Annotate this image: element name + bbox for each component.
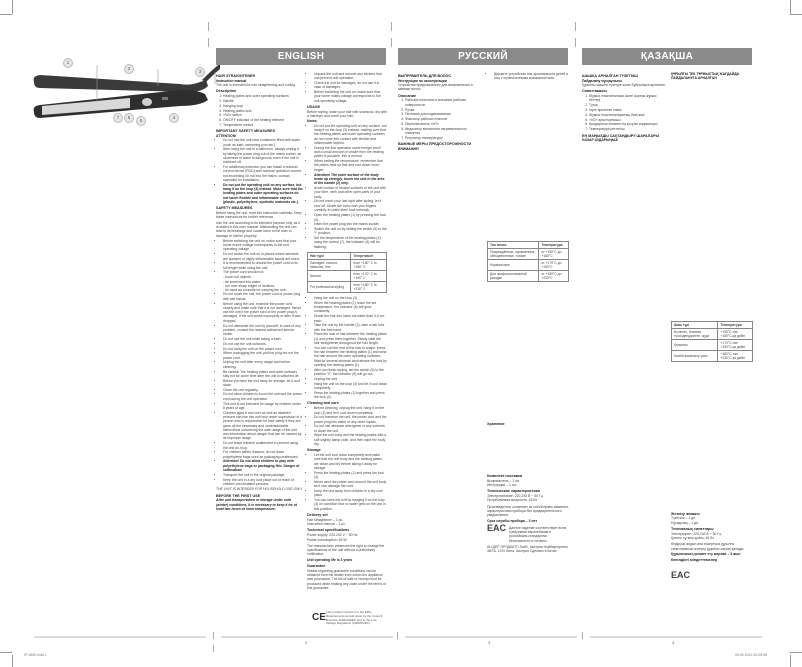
table-header: Hair type — [308, 253, 351, 260]
manufacturer-note: The manufacturer preserves the right to change the specifications of the unit without a preliminary notification. — [307, 543, 385, 557]
safety-item: • Before using the unit, examine the power cord closely and make sure that it is not damaged. Never use the unit if the power cord or the power plug is damaged, if the unit works improperly or after it was dropped. — [223, 302, 303, 323]
description-item: 1. Жұмыс пластиналары және сыртқы жұмыс беттері — [589, 94, 666, 103]
kazakh-column-1 — [582, 72, 666, 143]
crop-mark — [790, 14, 802, 15]
tech-heading: Технические характеристики — [487, 489, 540, 494]
usage-steps-2 — [307, 296, 387, 399]
operating-life: Unit operating life is 3 years — [307, 557, 353, 562]
notes-heading: Notes: — [307, 119, 318, 124]
safety-item: • Before you take the unit away for storage, let it cool down. — [223, 379, 303, 388]
description-item: 1. Рабочие пластины и внешние рабочие поверхности — [405, 98, 482, 107]
intro-text: The unit is intended for hair straightening and curling. — [216, 83, 296, 88]
table-cell: Normal — [308, 271, 351, 282]
safety-item: • It is recommended to unwind the power cord to its full length while using the unit. — [223, 261, 303, 270]
tech-heading: Technical specifications — [307, 528, 350, 533]
page-divider — [405, 636, 577, 638]
safety-item: • Before switching the unit on, make sure that your home mains voltage corresponds to the unit operating voltage. — [223, 239, 303, 252]
table-cell: from +150° C to +180° C — [351, 260, 387, 271]
table-row — [308, 282, 387, 293]
description-item: 3. Ілуге арналған ілмек — [589, 108, 666, 112]
russian-column-1 — [398, 72, 482, 151]
russian-top-list — [487, 72, 569, 81]
hair-temperature-table — [487, 241, 569, 282]
description-heading: Description — [216, 89, 237, 94]
usage-step: • Hang the unit on the loop (3) and let it cool down completely. — [314, 382, 387, 391]
usage-step: • Hang the unit on the loop (3). — [314, 296, 387, 300]
fold-mark — [213, 645, 214, 652]
manufacturer-note: Өндіруші алдын ала ескертусіз құрылғы сипаттамасын өзгерту құқығын сақтап қалады. — [671, 542, 745, 551]
fold-mark — [391, 22, 392, 31]
tech-item: Электрқорегі: 220-240 В ~ 50 Гц — [671, 531, 722, 536]
important-item: • For additional protection you can install a residual current device (RCD) with nominal operation current not exceeding 30 mA into the mains; contact specialist for installation. — [223, 165, 303, 182]
safety-item: • Clean the unit regularly. — [223, 388, 303, 392]
important-heading: ВАЖНЫЕ МЕРЫ ПРЕДОСТОРОЖНОСТИ — [398, 142, 472, 147]
note-item: • Attention! The outer surface of the body heats up strongly, touch the unit in the area of the handle (2) only. — [314, 173, 387, 186]
product-title: ШАШҚА АРНАЛҒАН ТҮЗЕТКІШ — [582, 74, 638, 78]
table-cell: Нормальные — [488, 259, 539, 270]
table-cell: For professional styling — [308, 282, 351, 293]
callout-6: 6 — [124, 113, 134, 123]
usage-step: • Place the lock of hair between the heating plates (1) and press them together. Slowly slide the hair straightener throughout the hair length. — [314, 332, 387, 345]
description-item: 5. «I/O» switch — [223, 113, 303, 117]
cleaning-item: • Do not use abrasive detergents or any solvents to clean the unit. — [314, 424, 387, 433]
safety-item: • Do not switch the unit on in places where aerosols are sprayed or highly inflammable liquids are used. — [223, 252, 303, 261]
safety-item: • Do not use the unit while taking a bath. — [223, 337, 303, 341]
table-cell: +150°С-тан +180°С-қа дейін — [718, 328, 753, 339]
russian-section-banner: РУССКИЙ — [398, 48, 568, 65]
eac-text: Данное изделие соответствует всем требуемым европейским и российским стандартам безопасности и гигиены. — [509, 525, 567, 543]
crop-mark — [0, 652, 12, 653]
table-cell: от +180°С до +230°С — [539, 270, 569, 281]
safety-item: • For children safety reasons, do not leave polyethylene bags used as packaging unattended. — [223, 450, 303, 459]
attention-label: НАЗАР АУДАРЫҢЫЗ! — [582, 138, 619, 143]
description-item: 3. Hanging loop — [223, 104, 303, 108]
file-id-right: 05.09.2014 10:09:55 — [735, 653, 768, 657]
delivery-item: Нұсқаулық – 1 дн. — [671, 520, 700, 525]
preparation-item: • Before switching the unit on, make sure that your home mains voltage corresponds to the unit operating voltage. — [314, 90, 387, 103]
fold-mark — [397, 632, 398, 639]
file-id-left: IP-2600.indd 1 — [24, 653, 47, 657]
table-row — [488, 259, 569, 270]
page-divider — [34, 636, 206, 638]
safety-item: • Do not allow children to touch the unit and the power cord during the unit operation. — [223, 392, 303, 401]
table-header: Температура — [539, 241, 569, 248]
crop-mark — [790, 0, 791, 14]
storage-heading: Хранение — [487, 421, 505, 426]
eac-block — [487, 522, 569, 543]
household-note: ҚҰРЫЛҒЫ ТЕК ТҰРМЫСТЫҚ ЖАҒДАЙДА ПАЙДАЛАНУҒА АРНАЛҒАН — [671, 72, 740, 81]
table-header: Тип волос — [488, 241, 539, 248]
storage-item: • Never wind the power cord around the unit body as it can damage the cord. — [314, 480, 387, 489]
safety-subitem: - be used as a handle for carrying the unit. — [223, 288, 287, 293]
description-item: 4. Фиксатор рабочих пластин — [405, 117, 482, 121]
description-item: 6. Қыздырғыш элементтің қосулы индикаторы — [589, 122, 666, 126]
storage-item: • Keep the unit away from children in a dry cool place. — [314, 489, 387, 498]
preparation-list — [307, 72, 387, 103]
note-item: • Do not comb your hair right after styling, let it cool off. Divide the locks with your fingers carefully to make them look naturally. — [314, 199, 387, 212]
callout-7: 7 — [113, 113, 123, 123]
tech-item: Power supply: 220-240 V ~ 50 Hz — [307, 533, 358, 538]
note-item: • During the first operation some foreign smell and a small amount of smoke from the heating plates is possible, this is normal. — [314, 146, 387, 159]
table-row — [672, 339, 753, 350]
notes-list — [307, 124, 387, 212]
table-cell: от +150°С до +180°С — [539, 248, 569, 259]
table-cell: Бүлінген, боялған, түссіздендірілген, жұқа — [672, 328, 718, 339]
usage-step: • Divide the hair into locks not wider than 4-5 cm each. — [314, 314, 387, 323]
description-item: 3. Петелька для подвешивания — [405, 112, 482, 116]
manufacturer-note: Производитель оставляет за собой право изменять характеристики прибора без предварительного уведомления. — [487, 504, 569, 518]
usage-step: • Press the heating plates (1) together and press the lock (4). — [314, 391, 387, 400]
attention-label: ATTENTION! — [216, 134, 237, 139]
crop-mark — [12, 0, 13, 14]
fold-mark — [391, 38, 392, 47]
fold-mark — [208, 38, 209, 47]
storage-heading: Storage — [307, 448, 321, 453]
preparation-item: • Check the unit for damages, do not use it in case of damages. — [314, 81, 387, 90]
table-header-row — [672, 321, 753, 328]
page-divider — [590, 636, 762, 638]
description-item: 2. Handle — [223, 99, 303, 103]
intro-text: Устройство предназначено для выпрямления и завивки волос. — [398, 83, 473, 92]
usage-step: • You can curl the end of the lock to shape, press the hair between the heating plates (1) and wind the hair around the outer operating surfaces. Wait for several seconds and release the lock by opening the heating plates (1). — [314, 346, 387, 367]
table-header-row — [308, 253, 387, 260]
page-number: 2 — [305, 640, 308, 645]
kazakh-section-banner: ҚАЗАҚША — [582, 48, 752, 65]
storage-item: • Let the unit cool down completely and make sure that the unit body and the heating plates are clean and dry before taking it away for storage. — [314, 453, 387, 470]
page-number: 4 — [672, 640, 675, 645]
description-item: 6. Индикатор включения нагревательного элемента — [405, 127, 482, 136]
table-row — [488, 270, 569, 281]
delivery-item: Түзеткіш – 1 дн. — [671, 516, 696, 521]
safety-subitem: - be immersed into water, — [223, 279, 262, 284]
usage-step: • Take the unit by the handle (2), take a hair lock with the free hand. — [314, 323, 387, 332]
safety-subitem: - run over sharp edges of furniture, — [223, 283, 276, 288]
guarantee-heading: Guarantee — [307, 564, 326, 568]
note-item: • Do not put the operating unit on any surface, but hang it on the loop (3) instead, making sure that the heating plates and outer operating surfaces do not come into contact with flexible and inflammable objects. — [314, 124, 387, 145]
safety-list — [216, 239, 303, 486]
preparation-item: • Unpack the unit and remove any stickers that can prevent unit operation. — [314, 72, 387, 81]
description-heading: Сипаттамасы — [582, 89, 607, 94]
safety-paragraph: Use the unit according to its intended purpose only, as it is stated in this user manual. Mishandling the unit can lead to its breakage and cause harm to the user or damage to his/her property. — [216, 220, 300, 238]
usage-step: • Unplug the unit. — [314, 377, 387, 381]
ce-mark-icon: CE — [312, 612, 326, 623]
russian-column-2 — [487, 72, 569, 555]
safety-item: • Do not dismantle the unit by yourself; in case of any problem, contact the nearest authorized service center. — [223, 324, 303, 337]
safety-item: • Do not use the unit outdoors. — [223, 342, 303, 346]
safety-subitem: - touch hot objects, — [223, 275, 252, 280]
table-cell: Для профессиональной укладки — [488, 270, 539, 281]
kazakh-column-2 — [671, 72, 753, 580]
manufacturer-address: АН-ДЕР ПРОДАКТС ГмбХ, Австрия Нойбаугюртель 38/7А, 1070 Вена, Австрия Сделано в Китае — [487, 545, 568, 554]
fold-mark — [582, 632, 583, 639]
cleaning-heading: Cleaning and care — [307, 401, 339, 406]
ce-conformity-text: This product conforms to the EMC-Requirements as laid down by the Council Directive 2004/108/EC and to the Low Voltage Regulation (2006/95/EC) — [326, 610, 383, 626]
description-item: 7. Регулятор температуры — [405, 136, 482, 140]
first-use-heading: BEFORE THE FIRST USE — [216, 493, 261, 498]
usage-step: • After you finish styling, set the switch (5) to the position "0", the indicator (6) will go out. — [314, 368, 387, 377]
delivery-heading: Жеткізу жинағы — [671, 511, 700, 516]
manual-subtitle: Инструкция по эксплуатации — [398, 78, 447, 83]
operating-life: Срок службы прибора – 3 лет — [487, 518, 538, 523]
description-item: 2. Тұтқа — [589, 103, 666, 107]
delivery-item: Инструкция – 1 шт. — [487, 482, 517, 487]
attention-label: ВНИМАНИЕ! — [398, 146, 419, 151]
russian-item: • Держите устройство вне досягаемости детей и лиц с ограниченными возможностями. — [494, 72, 569, 81]
safety-item: • Be careful! The heating plates and outer surfaces stay hot for some time after the unit is switched off. — [223, 370, 303, 379]
table-header-row — [488, 241, 569, 248]
guarantee-heading: Кепілдікті міндеттемелер — [671, 558, 718, 563]
usage-step: • Insert the power plug into the mains socket. — [314, 222, 387, 226]
safety-item: • Attention! Do not allow children to play with polyethylene bags or packaging film. Danger of suffocation! — [223, 459, 303, 472]
tech-item: Электропитание: 220-240 В ~ 50 Гц — [487, 494, 543, 499]
crop-mark — [790, 652, 802, 653]
cleaning-item: • Do not immerse the unit, the power cord and the power plug into water or any other liquids. — [314, 415, 387, 424]
safety-paragraph: Before using the unit, read this instruction carefully. Keep these instructions for further reference. — [216, 211, 302, 220]
table-row — [488, 248, 569, 259]
cleaning-item: • Before cleaning, unplug the unit, hang it on the loop (3) and let it cool down completely. — [314, 406, 387, 415]
tech-item: Потребляемая мощность: 45 Вт — [487, 498, 538, 503]
table-cell: +180°С-тан +230°С-қа дейін — [718, 350, 753, 361]
table-header: Температура — [718, 321, 753, 328]
table-cell: from +170° C to +190° C — [351, 271, 387, 282]
table-row — [672, 350, 753, 361]
description-item: 6. ON/OFF indicator of the heating element — [223, 118, 303, 122]
description-item: 4. Heating plates lock — [223, 109, 303, 113]
manual-subtitle: Пайдалану нұсқаулығы — [582, 78, 622, 83]
safety-item: • Do not leave children unattended to prevent using the unit as a toy. — [223, 441, 303, 450]
usage-step: • When the heating plates (1) reach the set temperature, the indicator (6) will glow constantly. — [314, 301, 387, 314]
important-item: • Do not put the operating unit on any surface, but hang it on the loop (3) instead. Make sure that the heating plates and outer operating surfaces do not touch flexible and inflammable objects (plastic, polyethylene, synthetic materials etc.). — [223, 183, 303, 204]
description-item: 7. Температура реттегіші — [589, 127, 666, 131]
product-title: HAIR STRAIGHTENER — [216, 74, 256, 78]
storage-item: • You can store the unit by hanging it on the loop (3) on condition that no water gets on the unit in this position. — [314, 498, 387, 511]
table-row — [308, 260, 387, 271]
table-cell: Damaged, colored, bleached, fine — [308, 260, 351, 271]
fold-mark — [575, 22, 576, 31]
cleaning-item: • Wipe the unit body and the heating plates with a soft slightly damp cloth, and then wipe the body dry. — [314, 433, 387, 446]
table-row — [672, 328, 753, 339]
cleaning-list — [307, 406, 387, 446]
table-header: Temperature — [351, 253, 387, 260]
tech-item: Power consumption: 45 W — [307, 537, 347, 542]
eac-mark-icon: EAC — [487, 522, 507, 533]
manual-subtitle: Instruction manual — [216, 78, 247, 83]
crop-mark — [790, 655, 791, 667]
description-item: 2. Ручка — [405, 108, 482, 112]
callout-2: 2 — [124, 64, 134, 74]
description-item: 5. «I/O» ауыстырғышы — [589, 118, 666, 122]
description-item: 1. Heating plates and outer operating surfaces — [223, 94, 303, 98]
important-heading: IMPORTANT SAFETY MEASURES — [216, 129, 276, 134]
tech-heading: Техникалық сипаттары — [671, 526, 714, 531]
safety-item: • This unit is not intended for usage by children under 8 years of age. — [223, 402, 303, 411]
page-number: 3 — [488, 640, 491, 645]
table-header: Шаш түрі — [672, 321, 718, 328]
table-cell: Қалыпты — [672, 339, 718, 350]
usage-step: • Set the temperature of the heating plates (1), using the control (7), the indicator (6) will be flashing. — [314, 236, 387, 249]
delivery-item: Hair straightener – 1 pc. — [307, 517, 344, 522]
important-item: • After using the unit in a bathroom, always unplug it by taking the power plug out of the mains socket, as closeness of water is dangerous, even if the unit is switched off. — [223, 147, 303, 164]
hair-temperature-table — [671, 321, 753, 362]
household-note: THE UNIT IS INTENDED FOR HOUSEHOLD USE ONLY — [216, 487, 303, 492]
important-item: • Do not use the unit near containers filled with water (such as bath, swimming pool etc.). — [223, 138, 303, 147]
crop-mark — [12, 655, 13, 667]
usage-intro: Before styling, wash your hair with shampoo, dry with a hairdryer and comb your hair. — [307, 109, 387, 119]
callout-5: 5 — [136, 116, 146, 126]
storage-list — [307, 453, 387, 511]
table-cell: from +180° C to +230° C — [351, 282, 387, 293]
usage-steps — [307, 213, 387, 249]
storage-item: • Press the heating plates (1) and press the lock (4). — [314, 471, 387, 480]
description-list — [216, 94, 303, 127]
description-list — [582, 94, 666, 131]
fold-mark — [208, 22, 209, 31]
english-column-1 — [216, 72, 303, 512]
table-cell: Повреждённые, окрашенные, обесцвеченные, тонкие — [488, 248, 539, 259]
safety-item: • Do not hang the unit on the power cord. — [223, 347, 303, 351]
first-use-text: After unit transportation or storage under cold (winter) conditions, it is necessary to keep it for at least two hours at room temperature. — [216, 498, 297, 511]
product-title: ВЫПРЯМИТЕЛЬ ДЛЯ ВОЛОС — [398, 74, 451, 78]
callout-4: 4 — [169, 113, 179, 123]
tech-item: Қуатты тұтыну қуаты: 45 Вт — [671, 536, 714, 541]
hair-temperature-table — [307, 252, 387, 293]
guarantee-text: Details regarding guarantee conditions can be obtained from the dealer from whom the appliance was purchased. The bill of sale or receipt must be produced when making any claim under the terms of this guarantee. — [307, 568, 386, 590]
fold-mark — [575, 38, 576, 47]
table-cell: Кәсіби жасатылу үшін — [672, 350, 718, 361]
delivery-item: Выпрямитель – 1 шт. — [487, 478, 520, 483]
intro-text: Құрылғы шашты түзетуге және бұйралауға арналған. — [582, 83, 666, 88]
safety-item: • Children aged 8 and over as well as disabled persons can use this unit only under supervision of a person who is responsible for their safety if they are given all the necessary and understandable instructions concerning the safe usage of the unit and information about danger that can be caused by its improper usage. — [223, 411, 303, 441]
safety-item: • Unplug the unit after every usage and before cleaning. — [223, 360, 303, 369]
fold-mark — [213, 632, 214, 639]
description-heading: Описание — [398, 93, 417, 98]
safety-item: • Keep the unit in a dry cool place out of reach of children and disabled persons. — [223, 478, 303, 487]
operating-life: Құрылғының қызмет ету мерзімі – 3 жыл — [671, 551, 741, 556]
delivery-heading: Delivery set — [307, 513, 328, 518]
table-cell: +170°С-тан +190°С-қа дейін — [718, 339, 753, 350]
safety-item: • Do not touch the unit, the power cord or power plug with wet hands. — [223, 292, 303, 301]
delivery-item: Instruction manual – 1 pc. — [307, 522, 346, 527]
important-list — [216, 138, 303, 204]
callout-3: 3 — [195, 67, 205, 77]
safety-item: • The power cord should not: — [223, 270, 303, 274]
description-item: 7. Temperature control — [223, 123, 303, 127]
page-divider — [221, 636, 393, 638]
table-row — [308, 271, 387, 282]
usage-heading: USAGE — [307, 105, 321, 110]
crop-mark — [0, 14, 12, 15]
usage-step: • Open the heating plates (1) by pressing the lock (4) . — [314, 213, 387, 222]
english-section-banner: ENGLISH — [216, 48, 386, 65]
delivery-heading: Комплект поставки — [487, 473, 523, 478]
table-cell: от +170°С до +190°С — [539, 259, 569, 270]
note-item: • When setting the temperature, remember that the plates heat up fast and cool down much longer. — [314, 159, 387, 172]
safety-item: • Transport the unit in the original package. — [223, 473, 303, 477]
description-item: 5. Переключатель «I/O» — [405, 122, 482, 126]
english-column-2 — [307, 72, 387, 591]
important-heading: ЕҢ МАҢЫЗДЫ САҚТАНДЫРУ ШАРАЛАРЫ — [582, 133, 660, 138]
note-item: • Avoid contact of heated surfaces of the unit with your face, neck and other open parts of your body. — [314, 186, 387, 199]
eac-mark-icon: EAC — [671, 569, 691, 580]
description-item: 4. Жұмыс пластиналарының бекіткіші — [589, 113, 666, 117]
safety-heading: SAFETY MEASURES — [216, 206, 253, 211]
usage-step: • Switch the unit on by setting the switch (5) to the "I" position. — [314, 227, 387, 236]
safety-item: • When unplugging the unit, pull the plug but not the power cord. — [223, 351, 303, 360]
callout-1: 1 — [63, 58, 73, 68]
description-list — [398, 98, 482, 140]
